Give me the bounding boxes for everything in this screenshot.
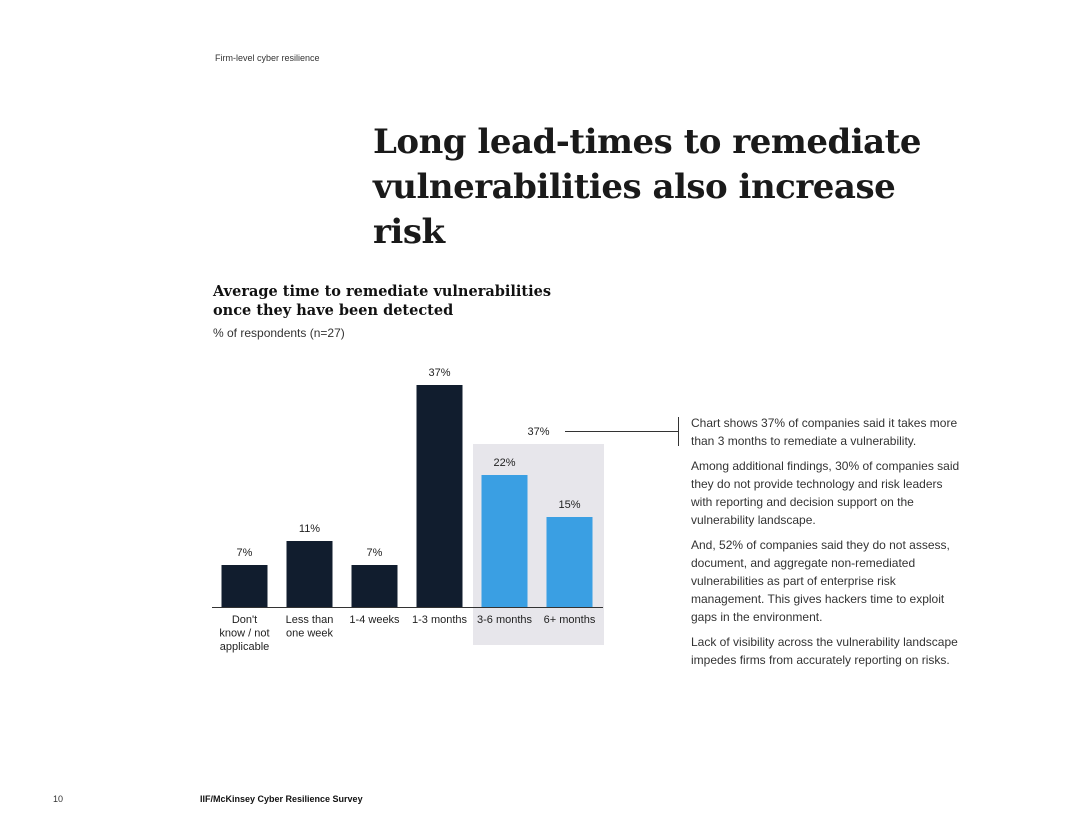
category-label-line: know / not [219,627,270,640]
category-label [219,614,269,653]
category-label-line: 6+ months [543,614,596,626]
highlight-total-label: 37% [527,426,550,438]
chart-notes [691,414,966,676]
bar [222,565,268,607]
page-number: 10 [53,794,64,804]
bar [482,475,528,607]
category-label-line: 3-6 months [476,614,533,626]
category-label-line: 1-3 months [411,614,468,626]
category-label-line: one week [285,627,334,640]
bar-value-label: 15% [558,499,581,511]
category-label [412,614,468,626]
bar-value-label: 11% [298,523,321,535]
section-label: Firm-level cyber resilience [215,53,320,63]
category-label [286,614,334,640]
category-label [544,614,596,626]
bar [287,541,333,607]
bar [547,517,593,607]
category-label [477,614,533,626]
note-paragraph: Chart shows 37% of companies said it takes more than 3 months to remediate a vulnerability. [691,416,958,448]
bar-value-label: 7% [236,547,253,559]
category-label-line: Less than [285,614,334,626]
category-label-line: applicable [219,641,270,653]
bar-value-label: 22% [493,457,516,469]
bar-value-label: 7% [366,547,383,559]
category-label [349,614,400,626]
bar [352,565,398,607]
category-label-line: Don't [231,614,258,626]
headline: Long lead-times to remediate vulnerabilities also increase risk [373,122,922,252]
note-paragraph: And, 52% of companies said they do not assess, document, and aggregate non-remediated vulnerabilities as part of enterprise risk management. This gives hackers time to exploit gaps in the environment. [691,538,950,624]
note-paragraph: Lack of visibility across the vulnerability landscape impedes firms from accurately reporting on risks. [691,635,958,667]
chart-subtitle: % of respondents (n=27) [213,326,345,340]
note-paragraph: Among additional findings, 30% of companies said they do not provide technology and risk leaders with reporting and decision support on the vulnerability landscape. [691,459,960,527]
chart-title: Average time to remediate vulnerabilities once they have been detected [213,283,551,319]
bar-value-label: 37% [428,367,451,379]
bar [417,385,463,607]
category-label-line: 1-4 weeks [349,614,400,626]
footer-source: IIF/McKinsey Cyber Resilience Survey [200,794,363,804]
